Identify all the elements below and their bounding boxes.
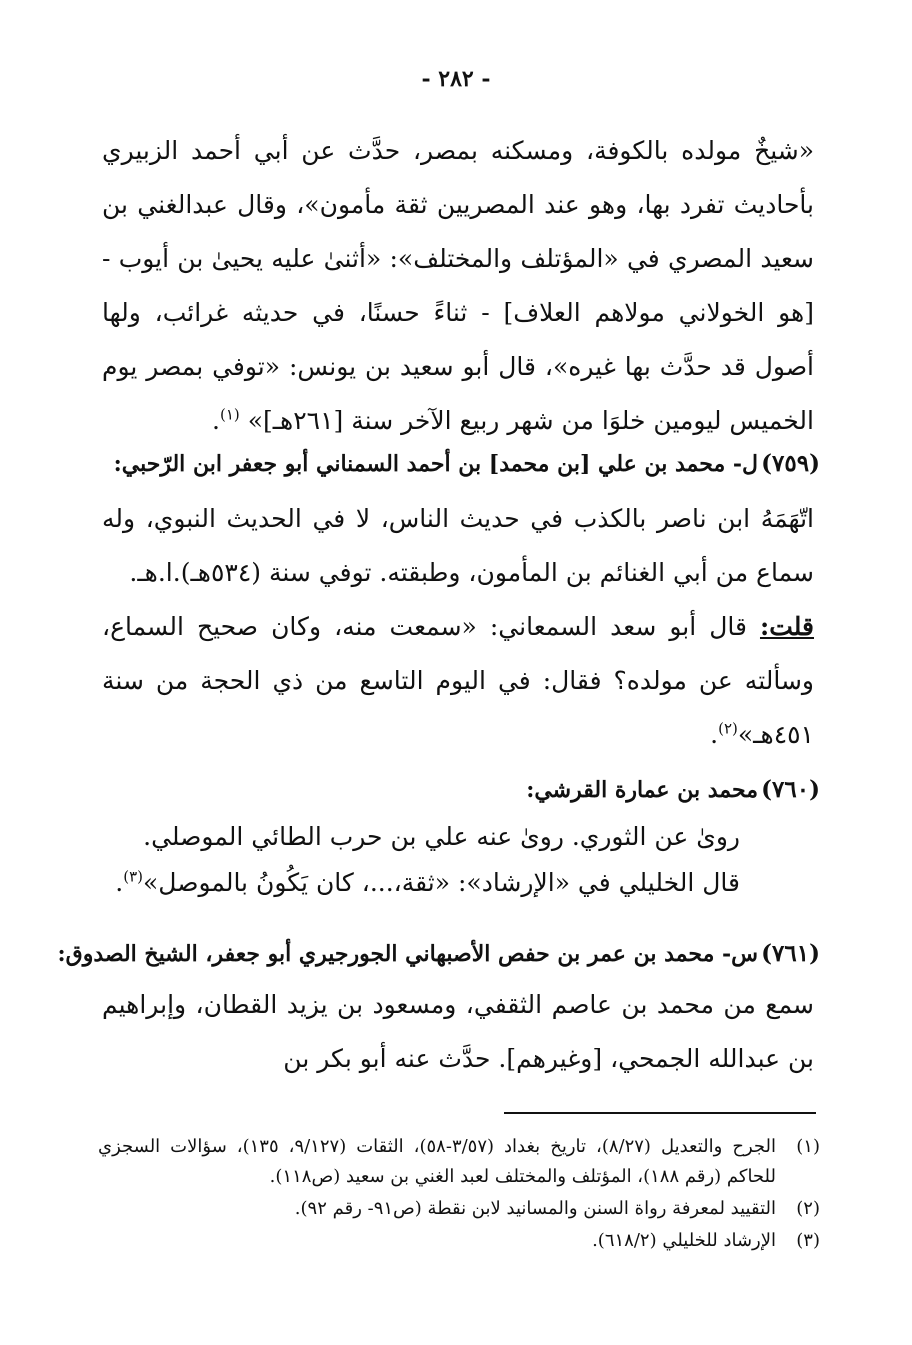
entry-759-heading — [90, 447, 820, 481]
footnotes — [98, 1132, 820, 1258]
footnote-2-text: التقييد لمعرفة رواة السنن والمسانيد لابن نقطة (ص٩١- رقم ٩٢). — [294, 1198, 776, 1219]
entry-761-body-block — [102, 978, 814, 1086]
footnote-ref-2: (٢) — [718, 719, 738, 738]
intro-text: «شيخٌ مولده بالكوفة، ومسكنه بمصر، حدَّث عن أبي أحمد الزبيري بأحاديث تفرد بها، وهو عند المصريين ثقة مأمون»، وقال عبدالغني بن سعيد المصري في «المؤتلف والمختلف»: «أثنىٰ عليه يحيىٰ بن أيوب - [هو الخولاني مولاهم العلاف] - ثناءً حسنًا، في حديثه غرائب، ولها أصول قد حدَّث بها غيره»، قال أبو سعيد بن يونس: «توفي بمصر يوم الخميس ليومين خلوَا من شهر ربيع الآخر سنة [٢٦١هـ]» — [102, 136, 814, 435]
intro-paragraph-block — [102, 124, 814, 448]
entry-760-end: . — [115, 868, 124, 897]
footnote-3-number: (٣) — [796, 1230, 820, 1251]
footnote-1-text: الجرح والتعديل (٨/٢٧)، تاريخ بغداد (٣/٥٧-٥٨)، الثقات (٩/١٢٧، ١٣٥)، سؤالات السجزي للحاكم (رقم ١٨٨)، المؤتلف والمختلف لعبد الغني بن سعيد (ص١١٨). — [98, 1136, 776, 1187]
footnote-ref-3: (٣) — [123, 867, 143, 886]
footnote-2-number: (٢) — [796, 1198, 820, 1219]
intro-paragraph — [102, 124, 814, 448]
footnote-3 — [98, 1226, 820, 1256]
footnote-2 — [98, 1194, 820, 1224]
entry-759-body-block — [102, 492, 814, 762]
footnote-ref-1: (١) — [219, 405, 240, 424]
qult-label: قلت: — [759, 612, 814, 641]
entry-760-body-block — [100, 814, 740, 906]
entry-760-line-2-paragraph — [100, 860, 740, 906]
entry-760-line-2: قال الخليلي في «الإرشاد»: «ثقة،...، كان يَكُونُ بالموصل» — [143, 868, 740, 897]
entry-759-title: ل- محمد بن علي [بن محمد] بن أحمد السمناني أبو جعفر ابن الرّحبي: — [113, 451, 758, 477]
footnote-separator — [504, 1112, 816, 1114]
entry-759-end: . — [710, 720, 719, 749]
entry-761-heading — [57, 937, 820, 971]
entry-760-title: محمد بن عمارة القرشي: — [526, 777, 758, 803]
entry-759-qult-paragraph — [102, 600, 814, 762]
entry-760-line-1: روىٰ عن الثوري. روىٰ عنه علي بن حرب الطائي الموصلي. — [143, 822, 740, 851]
entry-759-body: اتّهَمَهُ ابن ناصر بالكذب في حديث الناس، لا في الحديث النبوي، وله سماع من أبي الغنائم بن المأمون، وطبقته. توفي سنة (٥٣٤هـ).ا.هـ. — [102, 504, 814, 587]
entry-759-number: (٧٥٩) — [761, 450, 820, 477]
entry-760-number: (٧٦٠) — [761, 776, 820, 803]
intro-end: . — [212, 406, 220, 435]
entry-759-qult-text: قال أبو سعد السمعاني: «سمعت منه، وكان صحيح السماع، وسألته عن مولده؟ فقال: في اليوم التاسع من ذي الحجة من سنة ٤٥١هـ» — [102, 612, 814, 749]
entry-761-number: (٧٦١) — [761, 940, 820, 967]
footnote-3-text: الإرشاد للخليلي (٦١٨/٢). — [592, 1230, 776, 1251]
entry-761-body: سمع من محمد بن عاصم الثقفي، ومسعود بن يزيد القطان، وإبراهيم بن عبدالله الجمحي، [وغيرهم]. حدَّث عنه أبو بكر بن — [102, 990, 814, 1073]
footnote-1 — [98, 1132, 820, 1192]
footnote-1-number: (١) — [796, 1136, 820, 1157]
page-number: - ٢٨٢ - — [421, 66, 491, 92]
entry-761-title: س- محمد بن عمر بن حفص الأصبهاني الجورجيري أبو جعفر، الشيخ الصدوق: — [57, 941, 758, 967]
entry-760-heading — [90, 773, 820, 807]
